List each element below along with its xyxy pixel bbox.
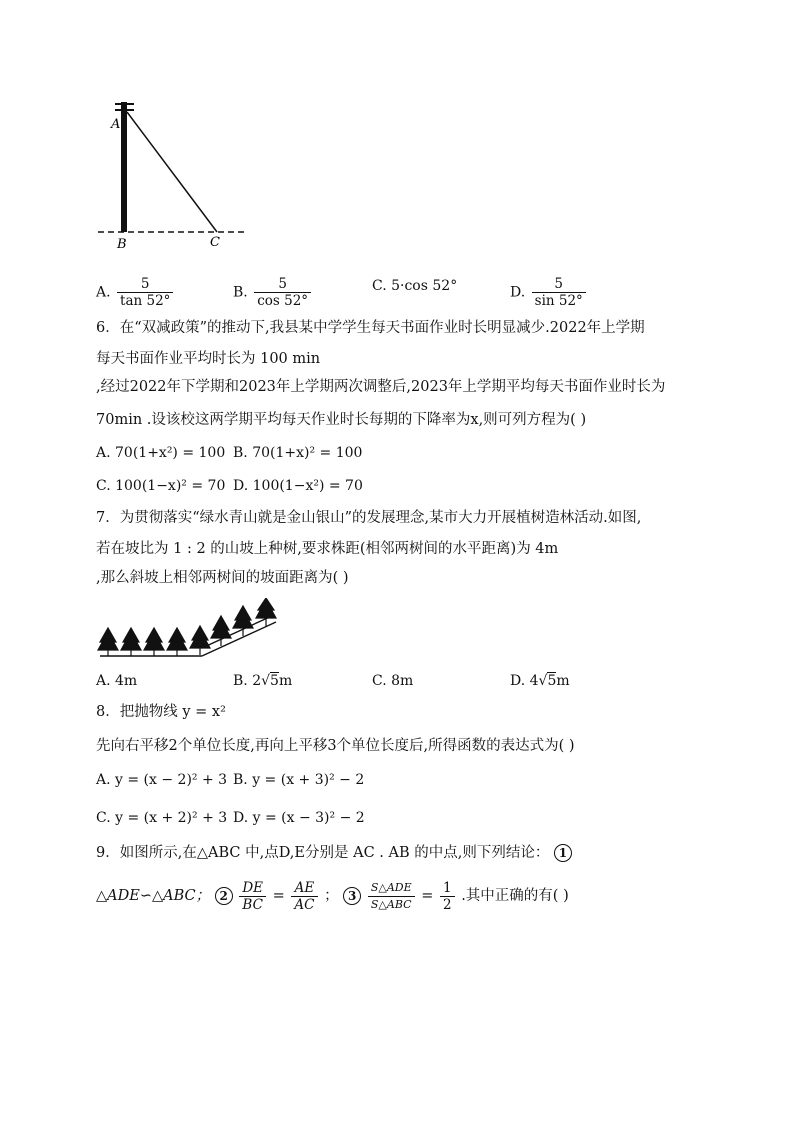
tree-5 — [190, 626, 210, 655]
frac-num: S△ADE — [368, 880, 415, 897]
q5-option-d[interactable] — [510, 276, 588, 309]
q6-line-1: 6．在“双减政策”的推动下,我县某中学学生每天书面作业时长明显减少.2022年上学期 — [96, 320, 645, 336]
tree-3 — [144, 628, 164, 656]
ladder-line — [127, 112, 217, 232]
unit: m — [278, 673, 293, 689]
q5-option-a-prefix: A. — [96, 284, 111, 301]
pole — [121, 102, 127, 232]
frac-den: S△ABC — [370, 897, 412, 911]
q7-option-d[interactable] — [510, 671, 570, 691]
frac-num: 1 — [440, 880, 455, 897]
q5-option-b[interactable] — [233, 276, 313, 309]
fraction-one-half — [440, 880, 455, 913]
label-c: C — [210, 235, 220, 250]
frac-den: AC — [294, 896, 315, 913]
frac-num: DE — [239, 880, 266, 897]
q5-option-b-prefix: B. — [233, 284, 248, 301]
tree-7 — [233, 606, 253, 636]
q5-option-a-fraction — [117, 276, 173, 309]
frac-num: 5 — [532, 276, 586, 293]
q6-line-2: 每天书面作业平均时长为 100 min — [96, 351, 321, 367]
q7-line-3: ,那么斜坡上相邻两树间的坡面距离为( ) — [96, 570, 349, 586]
frac-num: AE — [291, 880, 317, 897]
q6-option-c[interactable]: C. 100(1−x)² = 70 — [96, 478, 226, 494]
tree-2 — [121, 628, 141, 656]
equals-sign: = — [272, 888, 285, 904]
q9-line-1 — [96, 843, 572, 863]
q5-option-c[interactable]: C. 5·cos 52° — [372, 278, 458, 294]
q8-option-d[interactable]: D. y = (x − 3)² − 2 — [233, 810, 365, 826]
radicand: 5 — [547, 673, 557, 689]
q8-line-2: 先向右平移2个单位长度,再向上平移3个单位长度后,所得函数的表达式为( ) — [96, 738, 575, 754]
frac-den: sin 52° — [534, 293, 583, 309]
q7-option-d-prefix: D. 4 — [510, 673, 539, 689]
q6-line-4: 70min .设该校这两学期平均每天作业时长每期的下降率为x,则可列方程为( ) — [96, 412, 587, 428]
q6-option-a[interactable]: A. 70(1+x²) = 100 — [96, 445, 226, 461]
fraction-area-ratio — [368, 880, 415, 913]
frac-den: tan 52° — [120, 293, 171, 309]
q9-part-1: △ADE∽△ABC； — [96, 888, 211, 904]
sqrt-icon: √ — [538, 673, 548, 689]
q6-line-3: ,经过2022年下学期和2023年上学期两次调整后,2023年上学期平均每天书面作业时长为 — [96, 379, 666, 395]
q5-option-a[interactable] — [96, 276, 175, 309]
q8-line-1: 8．把抛物线 y = x² — [96, 704, 226, 720]
separator: ； — [324, 888, 339, 904]
pole-figure — [90, 98, 260, 250]
q5-option-d-fraction — [532, 276, 586, 309]
q7-option-b-prefix: B. 2 — [233, 673, 262, 689]
equals-sign: = — [421, 888, 434, 904]
label-b: B — [117, 237, 127, 250]
q8-option-b[interactable]: B. y = (x + 3)² − 2 — [233, 772, 365, 788]
radicand: 5 — [270, 673, 279, 689]
unit: m — [556, 673, 570, 689]
frac-den: BC — [242, 896, 263, 913]
q8-option-c[interactable]: C. y = (x + 2)² + 3 — [96, 810, 228, 826]
label-a: A — [111, 117, 121, 132]
q7-line-2: 若在坡比为 1 : 2 的山坡上种树,要求株距(相邻两树间的水平距离)为 4m — [96, 541, 559, 557]
tree-1 — [98, 628, 118, 656]
q6-option-b[interactable]: B. 70(1+x)² = 100 — [233, 445, 363, 461]
slope-trees-figure — [96, 598, 281, 660]
frac-den: cos 52° — [257, 293, 309, 309]
fraction-de-bc — [239, 880, 266, 913]
circled-number-1: 1 — [554, 844, 572, 862]
q8-option-a[interactable]: A. y = (x − 2)² + 3 — [96, 772, 228, 788]
q7-option-c[interactable]: C. 8m — [372, 673, 414, 689]
q7-option-a[interactable]: A. 4m — [96, 673, 138, 689]
circled-number-3: 3 — [343, 887, 361, 905]
frac-den: 2 — [443, 896, 452, 913]
q7-line-1: 7．为贯彻落实“绿水青山就是金山银山”的发展理念,某市大力开展植树造林活动.如图, — [96, 510, 642, 526]
tree-6 — [211, 616, 231, 646]
q6-option-d[interactable]: D. 100(1−x²) = 70 — [233, 478, 363, 494]
frac-num: 5 — [254, 276, 311, 293]
q9-line-2 — [96, 876, 569, 916]
q5-option-b-fraction — [254, 276, 311, 309]
tree-4 — [167, 628, 187, 656]
circled-number-2: 2 — [215, 887, 233, 905]
q9-tail: .其中正确的有( ) — [461, 888, 569, 904]
fraction-ae-ac — [291, 880, 317, 913]
q5-option-d-prefix: D. — [510, 284, 526, 301]
q9-text: 9．如图所示,在△ABC 中,点D,E分别是 AC . AB 的中点,则下列结论： — [96, 845, 550, 861]
q7-option-b[interactable] — [233, 671, 292, 691]
frac-num: 5 — [117, 276, 173, 293]
sqrt-icon: √ — [261, 673, 271, 689]
